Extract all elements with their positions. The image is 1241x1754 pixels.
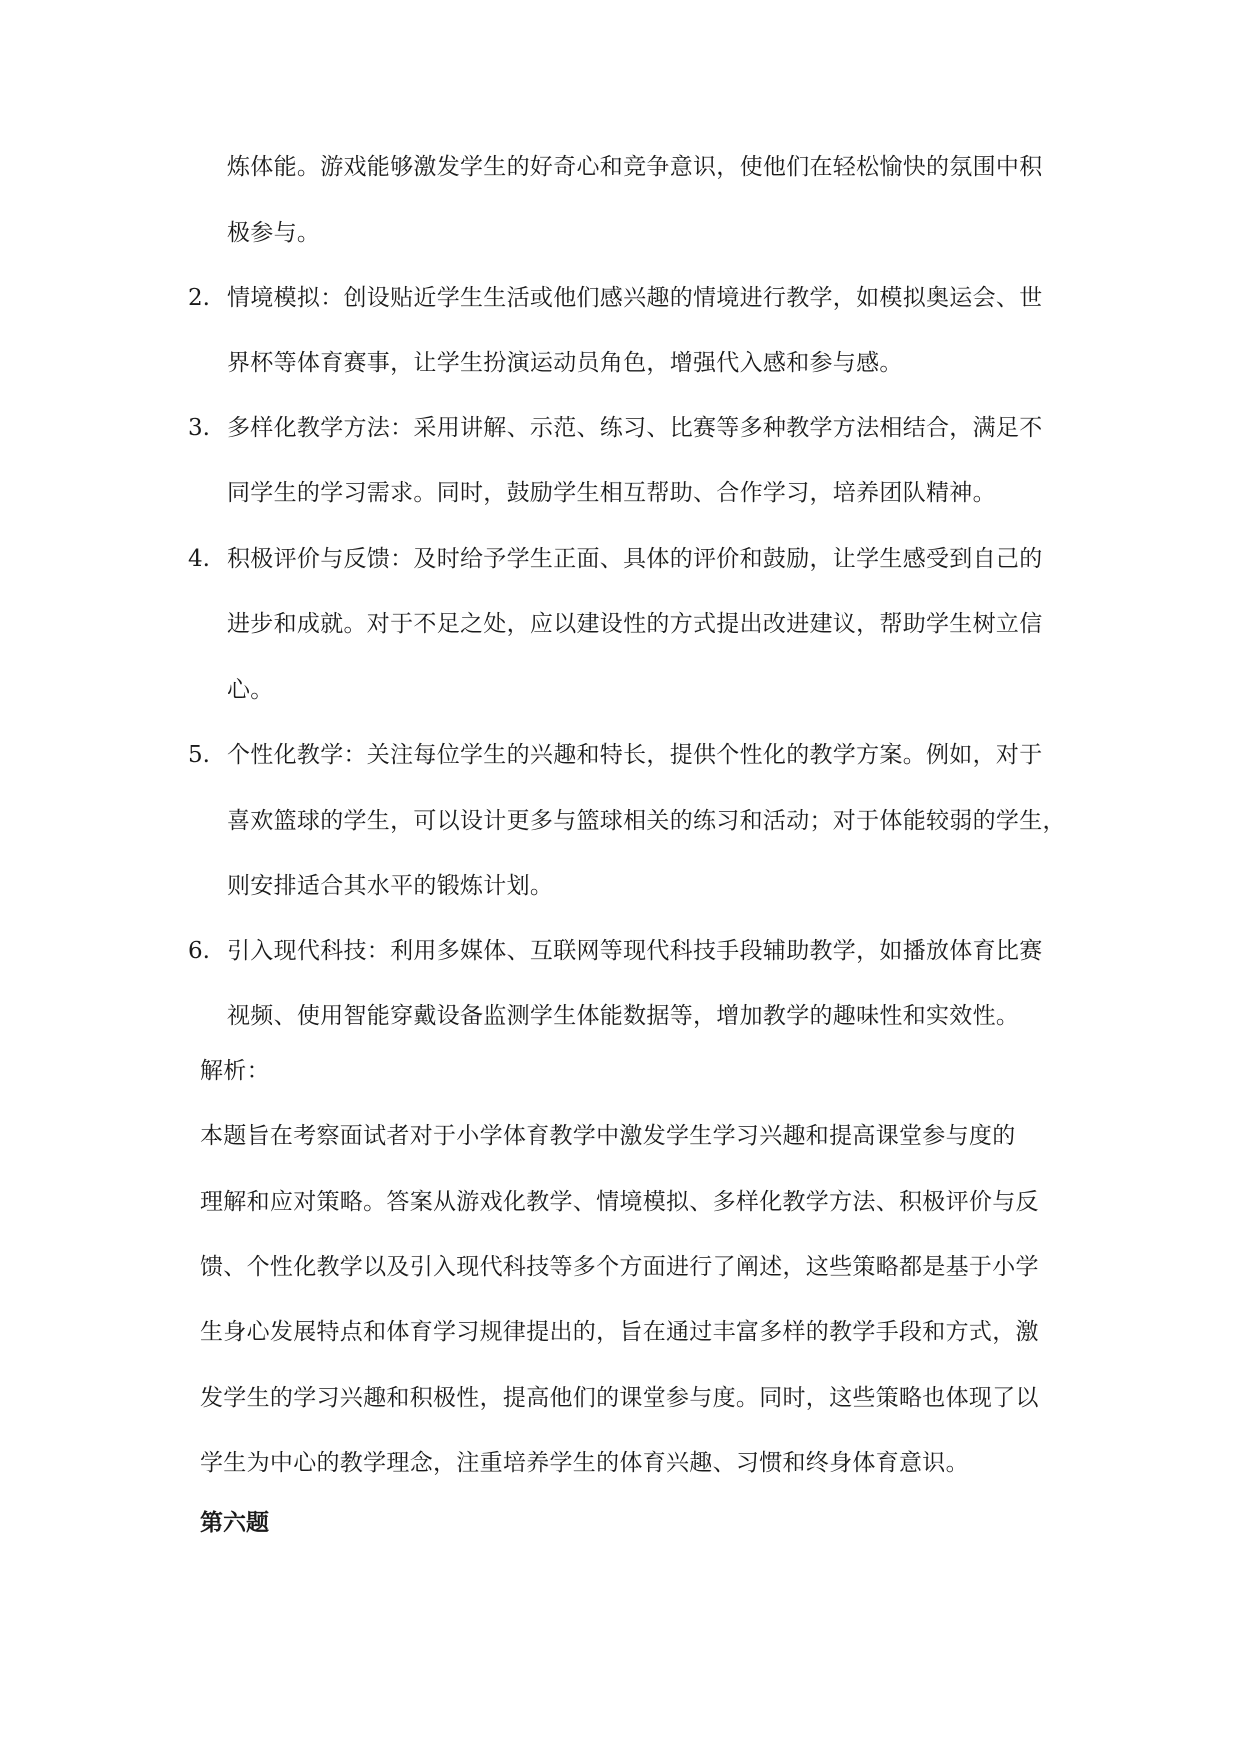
continuation-line: 炼体能。游戏能够激发学生的好奇心和竞争意识，使他们在轻松愉快的氛围中积 bbox=[227, 154, 1043, 180]
list-item-number: 2. bbox=[188, 285, 210, 311]
list-item-line: 同学生的学习需求。同时，鼓励学生相互帮助、合作学习，培养团队精神。 bbox=[227, 480, 996, 506]
question-heading: 第六题 bbox=[200, 1509, 269, 1536]
continuation-line: 极参与。 bbox=[227, 220, 321, 246]
list-item-line: 积极评价与反馈：及时给予学生正面、具体的评价和鼓励，让学生感受到自己的 bbox=[227, 546, 1043, 572]
list-item-line: 喜欢篮球的学生，可以设计更多与篮球相关的练习和活动；对于体能较弱的学生， bbox=[227, 808, 1066, 834]
analysis-line: 生身心发展特点和体育学习规律提出的，旨在通过丰富多样的教学手段和方式，激 bbox=[200, 1319, 1039, 1345]
list-item-line: 视频、使用智能穿戴设备监测学生体能数据等，增加教学的趣味性和实效性。 bbox=[227, 1003, 1020, 1029]
list-item-line: 个性化教学：关注每位学生的兴趣和特长，提供个性化的教学方案。例如，对于 bbox=[227, 742, 1043, 768]
analysis-label: 解析： bbox=[200, 1058, 270, 1084]
list-item-line: 进步和成就。对于不足之处，应以建设性的方式提出改进建议，帮助学生树立信 bbox=[227, 611, 1043, 637]
analysis-line: 本题旨在考察面试者对于小学体育教学中激发学生学习兴趣和提高课堂参与度的 bbox=[200, 1123, 1016, 1149]
list-item-line: 界杯等体育赛事，让学生扮演运动员角色，增强代入感和参与感。 bbox=[227, 350, 903, 376]
list-item-line: 情境模拟：创设贴近学生生活或他们感兴趣的情境进行教学，如模拟奥运会、世 bbox=[227, 285, 1043, 311]
analysis-line: 馈、个性化教学以及引入现代科技等多个方面进行了阐述，这些策略都是基于小学 bbox=[200, 1254, 1039, 1280]
list-item-line: 引入现代科技：利用多媒体、互联网等现代科技手段辅助教学，如播放体育比赛 bbox=[227, 938, 1043, 964]
list-item-line: 心。 bbox=[227, 677, 274, 703]
list-item-number: 5. bbox=[188, 742, 210, 768]
analysis-line: 发学生的学习兴趣和积极性，提高他们的课堂参与度。同时，这些策略也体现了以 bbox=[200, 1385, 1039, 1411]
analysis-line: 理解和应对策略。答案从游戏化教学、情境模拟、多样化教学方法、积极评价与反 bbox=[200, 1189, 1039, 1215]
list-item-number: 6. bbox=[188, 938, 210, 964]
list-item-line: 多样化教学方法：采用讲解、示范、练习、比赛等多种教学方法相结合，满足不 bbox=[227, 415, 1043, 441]
list-item-number: 4. bbox=[188, 546, 210, 572]
list-item-line: 则安排适合其水平的锻炼计划。 bbox=[227, 873, 554, 899]
list-item-number: 3. bbox=[188, 415, 210, 441]
analysis-line: 学生为中心的教学理念，注重培养学生的体育兴趣、习惯和终身体育意识。 bbox=[200, 1450, 969, 1476]
